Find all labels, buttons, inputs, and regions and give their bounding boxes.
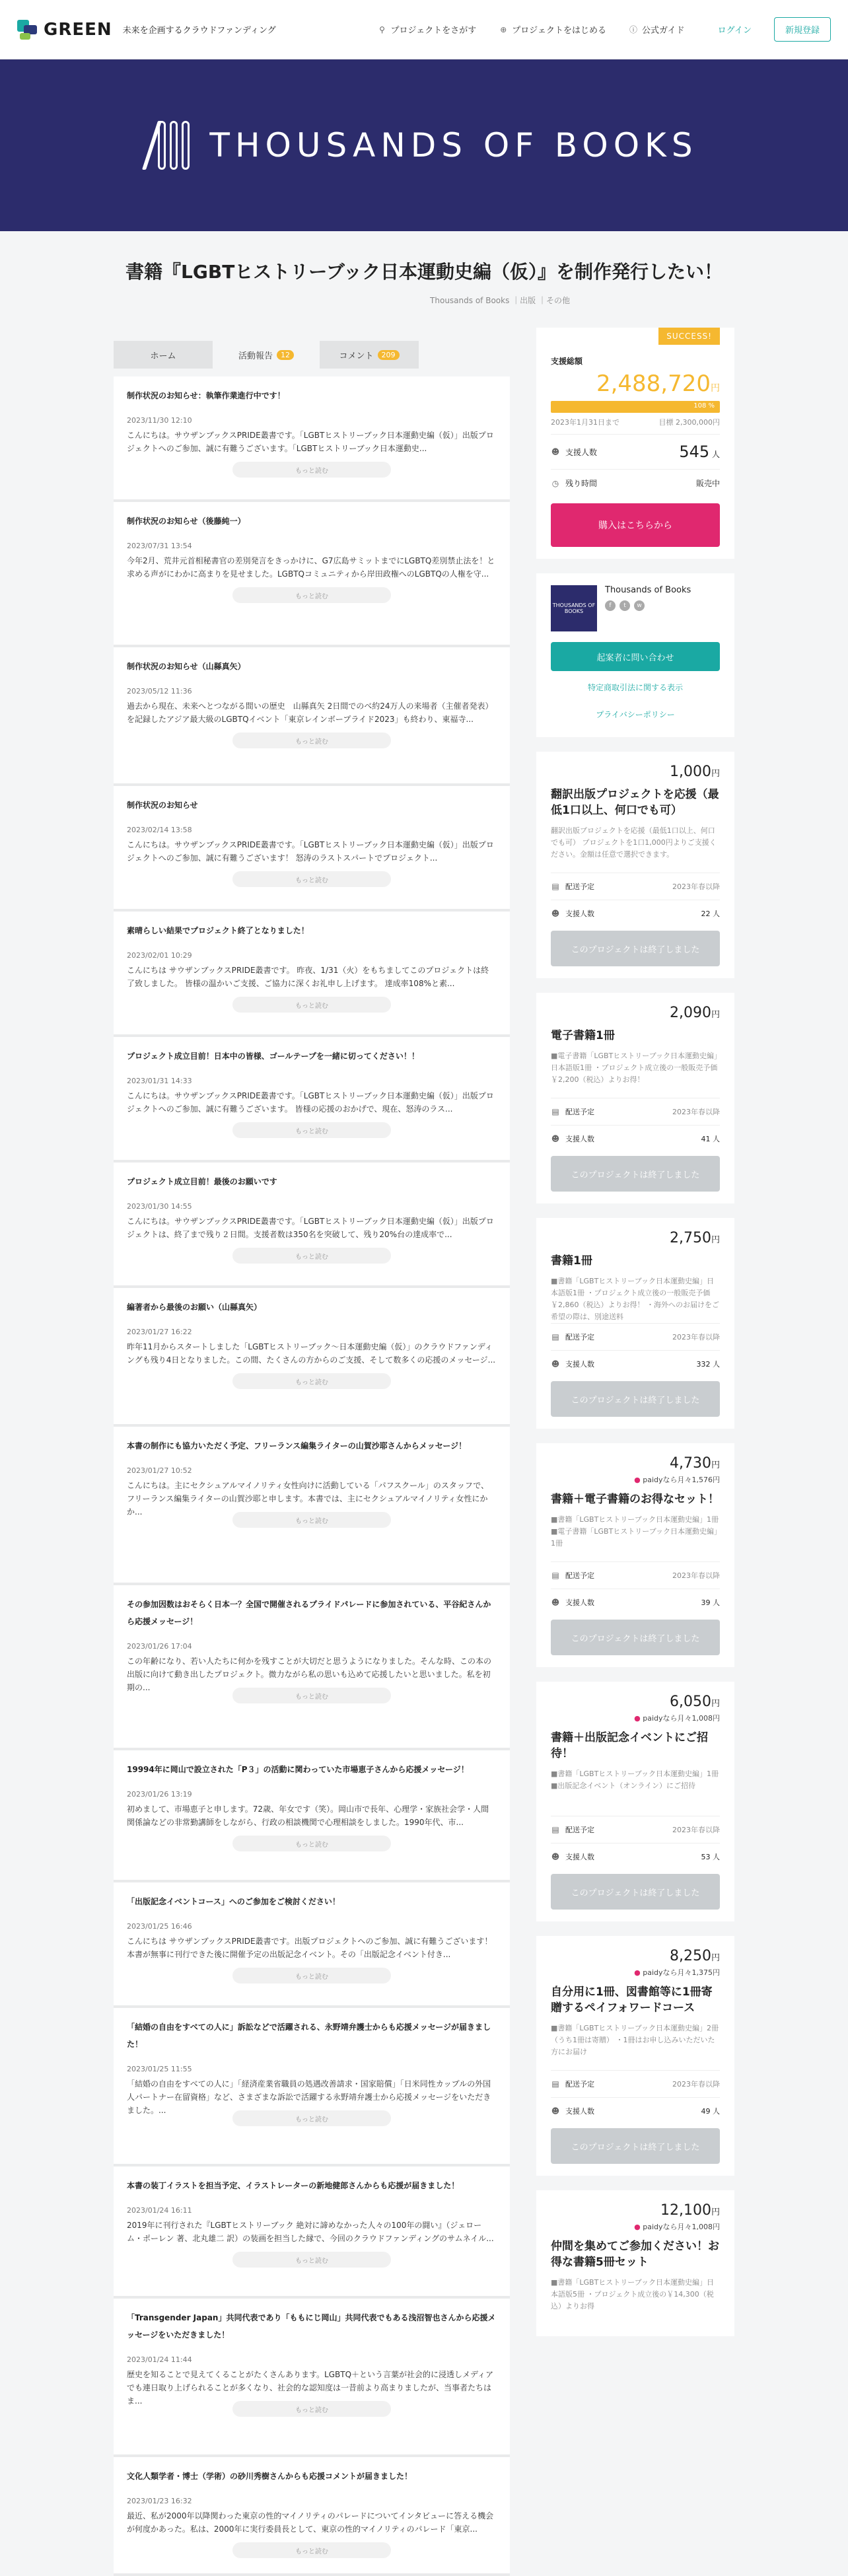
reward-card[interactable] (536, 1936, 734, 2176)
supporters-row: ☻ 支援人数 545 人 (551, 434, 720, 469)
twitter-icon[interactable]: t (619, 600, 630, 611)
reward-price: 6,050円 (670, 1694, 720, 1710)
read-more-button[interactable]: もっと読む (232, 1248, 391, 1264)
report-date: 2023/11/30 12:10 (127, 416, 192, 425)
plus-icon: ⊕ (500, 24, 507, 34)
report-title[interactable]: 本書の装丁イラストを担当予定、イラストレーターの新地健郎さんからも応援が届きました！ (127, 2181, 460, 2190)
report-card[interactable] (114, 1750, 510, 1882)
report-date: 2023/01/25 16:46 (127, 1922, 192, 1931)
report-excerpt: こんにちは サウザンブックスPRIDE叢書です。出版プロジェクトへのご参加、誠に有難うございます！ 本書が無事に刊行できた後に開催予定の出版記念イベント。その「出版記念イベント付き... (127, 1937, 493, 1959)
report-card[interactable] (114, 1288, 510, 1427)
progress-label: 108 % (693, 402, 715, 410)
report-date: 2023/01/23 16:32 (127, 2497, 192, 2505)
report-date: 2023/07/31 13:54 (127, 542, 192, 550)
reward-description: ■書籍「LGBTヒストリーブック日本運動史編」1冊 ■出版記念イベント（オンライン）にご招待 (551, 1770, 719, 1790)
report-excerpt: 過去から現在、未来へとつながる間いの歴史 山縣真矢 2日間でのべ約24万人の来場者（主催者発表）を記録したアジア最大級のLGBTQイベント「東京レインボープライド2023」も終わり、東福寺... (127, 701, 493, 724)
report-excerpt: こんにちは サウザンブックスPRIDE叢書です。 昨夜、1/31（火）をもちましてこのプロジェクトは終了致しました。 皆様の温かいご支援、ご協力に深くお礼申し上げます。 達成率108%と素... (127, 966, 489, 988)
funding-summary (536, 328, 734, 559)
people-icon: ☻ (551, 447, 560, 456)
paidy-installment: ● paidyなら月々1,576円 (634, 1476, 720, 1484)
report-excerpt: 最近、私が2000年以降関わった東京の性的マイノリティのパレードについてインタビューに答える機会が何度かあった。私は、2000年に実行委員長として、東京の性的マイノリティのパレード「東京... (127, 2511, 494, 2534)
report-card[interactable] (114, 912, 510, 1037)
report-card[interactable] (114, 1585, 510, 1750)
owner-info (536, 573, 734, 737)
report-card[interactable] (114, 647, 510, 786)
law-link[interactable]: 特定商取引法に関する表示 (587, 683, 683, 692)
count-badge: 12 (277, 350, 294, 360)
report-excerpt: こんにちは。サウザンブックスPRIDE叢書です。「LGBTヒストリーブック日本運動史編（仮）」出版プロジェクトは、終了まで残り２日間。支援者数は350名を突破して、残り20%台の達成率で... (127, 1217, 494, 1239)
report-card[interactable] (114, 1163, 510, 1288)
books-logo-icon (150, 121, 190, 170)
project-ended-button: このプロジェクトは終了しました (551, 1156, 720, 1192)
read-more-button[interactable]: もっと読む (232, 2401, 391, 2417)
nav-label: 公式ガイド (642, 26, 685, 36)
supporters-row: ☻ 支援人数 39 人 (551, 1589, 720, 1616)
report-title[interactable]: 本書の制作にも協力いただく予定、フリーランス編集ライターの山賀沙耶さんからメッセージ！ (127, 1441, 467, 1450)
report-card[interactable] (114, 1882, 510, 2008)
report-title[interactable]: 制作状況のお知らせ（山縣真矢） (127, 662, 246, 671)
buy-button[interactable]: 購入はこちらから (551, 503, 720, 547)
people-icon: ☻ (551, 2106, 560, 2116)
report-date: 2023/01/24 16:11 (127, 2206, 192, 2215)
report-card[interactable] (114, 1037, 510, 1163)
tab-reports[interactable] (217, 341, 316, 369)
sidebar (536, 328, 734, 2351)
reward-description: ■書籍「LGBTヒストリーブック日本運動史編」1冊 ■電子書籍「LGBTヒストリーブック日本運動史編」1冊 (551, 1515, 719, 1548)
supporters-row: ☻ 支援人数 41 人 (551, 1125, 720, 1152)
people-icon: ☻ (551, 1359, 560, 1369)
project-ended-button: このプロジェクトは終了しました (551, 1620, 720, 1655)
clock-icon: ◷ (551, 478, 559, 488)
read-more-button[interactable]: もっと読む (232, 2110, 391, 2126)
report-title[interactable]: 「出版記念イベントコース」へのご参加をご検討ください！ (127, 1897, 340, 1906)
report-excerpt: こんにちは。サウザンブックスPRIDE叢書です。「LGBTヒストリーブック日本運動史編（仮）」出版プロジェクトへのご参加、誠に有難うございます。 皆様の応援のおかげで、現在、怒涛のラス... (127, 1091, 494, 1114)
logo-text: GREEN (44, 19, 112, 40)
privacy-link[interactable]: プライバシーポリシー (596, 710, 675, 719)
tab-label: コメント (339, 351, 374, 361)
report-date: 2023/01/26 17:04 (127, 1642, 192, 1651)
report-card[interactable] (114, 2008, 510, 2166)
read-more-button[interactable]: もっと読む (232, 1688, 391, 1703)
delivery-row: ▤ 配送予定 2023年春以降 (551, 2070, 720, 2097)
people-icon: ☻ (551, 1852, 560, 1861)
reward-price: 1,000円 (670, 764, 720, 780)
reward-title: 仲間を集めてご参加ください！お得な書籍5冊セット (551, 2240, 719, 2269)
read-more-button[interactable]: もっと読む (232, 2542, 391, 2558)
signup-button[interactable]: 新規登録 (774, 17, 831, 42)
tab-label: ホーム (150, 351, 176, 361)
success-badge: SUCCESS! (658, 328, 720, 345)
reward-price: 2,090円 (670, 1005, 720, 1021)
report-excerpt: 初めまして、市場恵子と申します。72歳、年女です（笑）。岡山市で長年、心理学・家族社会学・人間関係論などの非常勤講師をしながら、行政の相談機関で心理相談をしました。1990年代、市... (127, 1805, 489, 1827)
reward-title: 翻訳出版プロジェクトを応援（最低1口以上、何口でも可） (551, 788, 719, 817)
read-more-button[interactable]: もっと読む (232, 1122, 391, 1138)
supporters-row: ☻ 支援人数 22 人 (551, 900, 720, 927)
report-date: 2023/02/01 10:29 (127, 951, 192, 960)
site-header (0, 0, 848, 59)
report-card[interactable] (114, 1427, 510, 1585)
tab-label: 活動報告 (238, 351, 273, 361)
web-icon[interactable]: w (634, 600, 645, 611)
banner-title: THOUSANDS OF BOOKS (209, 126, 698, 164)
calendar-icon: ▤ (551, 2079, 559, 2089)
people-icon: ☻ (551, 1598, 560, 1607)
reward-card[interactable] (536, 2190, 734, 2336)
goal-line: 2023年1月31日まで 目標 2,300,000円 (551, 418, 720, 427)
report-date: 2023/05/12 11:36 (127, 687, 192, 696)
supporters-row: ☻ 支援人数 53 人 (551, 1843, 720, 1870)
project-banner (0, 59, 848, 231)
tab-home[interactable] (114, 341, 213, 369)
site-logo[interactable] (17, 20, 112, 40)
reward-description: 翻訳出版プロジェクトを応援（最低1口以上、何口でも可） プロジェクトを1口1,000円よりご支援ください。金額は任意で選択できます。 (551, 826, 717, 859)
report-title[interactable]: 19994年に岡山で設立された「P３」の活動に関わっていた市場恵子さんから応援メッセージ！ (127, 1765, 469, 1774)
read-more-button[interactable]: もっと読む (232, 1373, 391, 1389)
reward-title: 電子書籍1冊 (551, 1029, 615, 1042)
report-excerpt: 昨年11月からスタートしました「LGBTヒストリーブック〜日本運動史編（仮）」のクラウドファンディングも残り4日となりました。この間、たくさんの方からのご支援、そして数多くの応援のメッセージ... (127, 1342, 496, 1365)
reward-title: 書籍1冊 (551, 1254, 592, 1268)
report-excerpt: この年齢になり、若い人たちに何かを残すことが大切だと思うようになりました。そんな時、この本の出版に向けて動き出したプロジェクト。微力ながら私の思いも込めて応援したいと思いました。私を初期の... (127, 1657, 492, 1692)
owner-name[interactable]: Thousands of Books (605, 585, 691, 595)
report-date: 2023/01/26 13:19 (127, 1790, 192, 1799)
nav-label: プロジェクトをはじめる (512, 26, 606, 36)
report-excerpt: 歴史を知ることで見えてくることがたくさんあります。LGBTQ＋という言葉が社会的に浸透しメディアでも連日取り上げられることが多くなり、社会的な認知度は一昔前より高まりましたが、当事者たちはま... (127, 2370, 494, 2406)
delivery-row: ▤ 配送予定 2023年春以降 (551, 1561, 720, 1589)
report-date: 2023/01/31 14:33 (127, 1077, 192, 1085)
project-ended-button: このプロジェクトは終了しました (551, 1874, 720, 1910)
paidy-installment: ● paidyなら月々1,375円 (634, 1968, 720, 1977)
report-date: 2023/01/27 16:22 (127, 1328, 192, 1336)
count-badge: 209 (378, 350, 400, 360)
paidy-installment: ● paidyなら月々1,008円 (634, 1714, 720, 1723)
report-title[interactable]: 文化人類学者・博士（学術）の砂川秀樹さんからも応援コメントが届きました！ (127, 2472, 413, 2481)
reward-description: ■電子書籍「LGBTヒストリーブック日本運動史編」日本語版1冊 ・プロジェクト成立後の一般販売予価￥2,200（税込）よりお得！ (551, 1052, 718, 1084)
green-logo-icon (17, 20, 37, 40)
report-date: 2023/01/25 11:55 (127, 2065, 192, 2073)
project-tabs (114, 341, 510, 369)
info-icon: ⓘ (629, 24, 637, 34)
report-title[interactable]: プロジェクト成立目前！最後のお願いです (127, 1177, 277, 1186)
nav-find-projects[interactable] (378, 23, 477, 36)
login-link[interactable]: ログイン (717, 26, 752, 36)
supporters-row: ☻ 支援人数 49 人 (551, 2097, 720, 2124)
facebook-icon[interactable]: f (605, 600, 616, 611)
reward-card[interactable] (536, 1218, 734, 1429)
report-date: 2023/01/24 11:44 (127, 2355, 192, 2364)
nav-guide[interactable] (629, 23, 685, 36)
nav-label: プロジェクトをさがす (390, 26, 477, 36)
report-card[interactable] (114, 2457, 510, 2576)
owner-category-line[interactable]: Thousands of Books ｜出版 ｜その他 (430, 296, 570, 305)
social-links (605, 600, 691, 611)
total-amount: 2,488,720円 (596, 371, 720, 397)
read-more-button[interactable]: もっと読む (232, 462, 391, 478)
progress-bar (551, 401, 720, 413)
paidy-installment: ● paidyなら月々1,008円 (634, 2223, 720, 2231)
reward-title: 書籍＋電子書籍のお得なセット！ (551, 1493, 719, 1506)
delivery-row: ▤ 配送予定 2023年春以降 (551, 1098, 720, 1125)
reward-description: ■書籍「LGBTヒストリーブック日本運動史編」2冊（うち1冊は寄贈） ・1冊はお申し込みいただいた方にお届け (551, 2024, 719, 2056)
calendar-icon: ▤ (551, 1825, 559, 1834)
report-date: 2023/01/27 10:52 (127, 1466, 192, 1475)
report-excerpt: こんにちは。主にセクシュアルマイノリティ女性向けに活動している「パフスクール」のスタッフで、フリーランス編集ライターの山賀沙耶と申します。本書では、主にセクシュアルマイノリティ女性にかか... (127, 1481, 489, 1517)
supporters-row: ☻ 支援人数 332 人 (551, 1350, 720, 1377)
read-more-button[interactable]: もっと読む (232, 2252, 391, 2268)
project-ended-button: このプロジェクトは終了しました (551, 1381, 720, 1417)
read-more-button[interactable]: もっと読む (232, 1836, 391, 1851)
calendar-icon: ▤ (551, 1571, 559, 1580)
report-list (114, 376, 510, 2576)
report-title[interactable]: 「Transgender Japan」共同代表であり「ももにじ岡山」共同代表でもある浅沼智也さんから応援メッセージをいただきました！ (127, 2313, 496, 2340)
report-date: 2023/02/14 13:58 (127, 826, 192, 834)
activity-reports (114, 341, 510, 2576)
owner-avatar[interactable]: THOUSANDS OF BOOKS (551, 585, 597, 631)
project-ended-button: このプロジェクトは終了しました (551, 2128, 720, 2164)
calendar-icon: ▤ (551, 882, 559, 891)
report-excerpt: こんにちは。サウザンブックスPRIDE叢書です。「LGBTヒストリーブック日本運動史編（仮）」出版プロジェクトへのご参加、誠に有難うございます。「LGBTヒストリーブック日本運動史... (127, 431, 494, 453)
report-title[interactable]: 「結婚の自由をすべての人に」訴訟などで活躍される、永野靖弁護士からも応援メッセージが届きました！ (127, 2022, 491, 2049)
reward-title: 自分用に1冊、図書館等に1冊寄贈するペイフォワードコース (551, 1986, 713, 2015)
report-card[interactable] (114, 2166, 510, 2299)
search-icon: ⚲ (379, 24, 385, 34)
report-excerpt: 「結婚の自由をすべての人に」「経済産業省職員の処遇改善請求・国家賠償」「日米同性カップルの外国人パートナー在留資格」など、さまざまな訴訟で活躍する永野靖弁護士から応援メッセージをいただきました。... (127, 2079, 491, 2115)
reward-card[interactable] (536, 1682, 734, 1921)
reward-price: 8,250円 (670, 1948, 720, 1964)
contact-owner-button[interactable]: 起案者に問い合わせ (551, 642, 720, 671)
delivery-row: ▤ 配送予定 2023年春以降 (551, 1323, 720, 1350)
report-title[interactable]: その参加因数はおそらく日本一？全国で開催されるプライドパレードに参加されている、平谷紀さんから応援メッセージ！ (127, 1600, 491, 1626)
read-more-button[interactable]: もっと読む (232, 587, 391, 603)
report-excerpt: こんにちは。サウザンブックスPRIDE叢書です。「LGBTヒストリーブック日本運動史編（仮）」出版プロジェクトへのご参加、誠に有難うございます！ 怒涛のラストスパートでプロジェクト... (127, 840, 494, 863)
report-date: 2023/01/30 14:55 (127, 1202, 192, 1211)
report-card[interactable] (114, 502, 510, 647)
reward-price: 12,100円 (660, 2202, 720, 2219)
report-card[interactable] (114, 786, 510, 912)
report-title[interactable]: プロジェクト成立目前！日本中の皆様、ゴールテープを一緒に切ってください！！ (127, 1052, 419, 1061)
people-icon: ☻ (551, 909, 560, 918)
reward-description: ■書籍「LGBTヒストリーブック日本運動史編」日本語版5冊 ・プロジェクト成立後の￥14,300（税込）よりお得 (551, 2278, 714, 2310)
reward-title: 書籍＋出版記念イベントにご招待！ (551, 1731, 708, 1760)
tagline: 未来を企画するクラウドファンディング (122, 26, 276, 36)
nav-start-project[interactable] (499, 23, 606, 36)
reward-card[interactable] (536, 993, 734, 1203)
read-more-button[interactable]: もっと読む (232, 1512, 391, 1528)
report-card[interactable] (114, 2299, 510, 2457)
calendar-icon: ▤ (551, 1107, 559, 1116)
people-icon: ☻ (551, 1134, 560, 1143)
remaining-row: ◷ 残り時間 販売中 (551, 469, 720, 497)
report-excerpt: 2019年に刊行された『LGBTヒストリーブック 絶対に諦めなかった人々の100年の闘い』（ジェローム・ポーレン 著、北丸雄二 訳）の装画を担当した縁で、今回のクラウドファンディングのサムネイル... (127, 2221, 494, 2243)
reward-card[interactable] (536, 752, 734, 978)
read-more-button[interactable]: もっと読む (232, 871, 391, 887)
delivery-row: ▤ 配送予定 2023年春以降 (551, 873, 720, 900)
reward-list (536, 752, 734, 2336)
page-title: 書籍『LGBTヒストリーブック日本運動史編（仮）』を制作発行したい！ (125, 261, 723, 283)
report-card[interactable] (114, 376, 510, 502)
main-nav (378, 17, 831, 42)
report-title[interactable]: 素晴らしい結果でプロジェクト終了となりました！ (127, 926, 309, 935)
read-more-button[interactable]: もっと読む (232, 733, 391, 748)
tab-comments[interactable] (320, 341, 419, 369)
report-title[interactable]: 編著者から最後のお願い（山縣真矢） (127, 1303, 262, 1312)
total-label: 支援総額 (551, 357, 583, 366)
delivery-row: ▤ 配送予定 2023年春以降 (551, 1816, 720, 1843)
report-title[interactable]: 制作状況のお知らせ (127, 801, 198, 810)
reward-card[interactable] (536, 1443, 734, 1667)
read-more-button[interactable]: もっと読む (232, 997, 391, 1013)
calendar-icon: ▤ (551, 1332, 559, 1342)
reward-description: ■書籍「LGBTヒストリーブック日本運動史編」日本語版1冊 ・プロジェクト成立後の一般販売予価￥2,860（税込）よりお得！ ・海外へのお届けをご希望の際は、別途送料 (551, 1277, 719, 1321)
read-more-button[interactable]: もっと読む (232, 1968, 391, 1984)
report-title[interactable]: 制作状況のお知らせ：執筆作業進行中です！ (127, 391, 285, 400)
report-excerpt: 今年2月、荒井元首相秘書官の差別発言をきっかけに、G7広島サミットまでにLGBTQ差別禁止法を！と求める声がにわかに高まりを見せました。LGBTQコミュニティから岸田政権へのLGBTQの人権を守... (127, 556, 495, 579)
reward-price: 2,750円 (670, 1230, 720, 1246)
project-ended-button: このプロジェクトは終了しました (551, 931, 720, 966)
reward-price: 4,730円 (670, 1455, 720, 1472)
report-title[interactable]: 制作状況のお知らせ（後藤純一） (127, 517, 246, 526)
